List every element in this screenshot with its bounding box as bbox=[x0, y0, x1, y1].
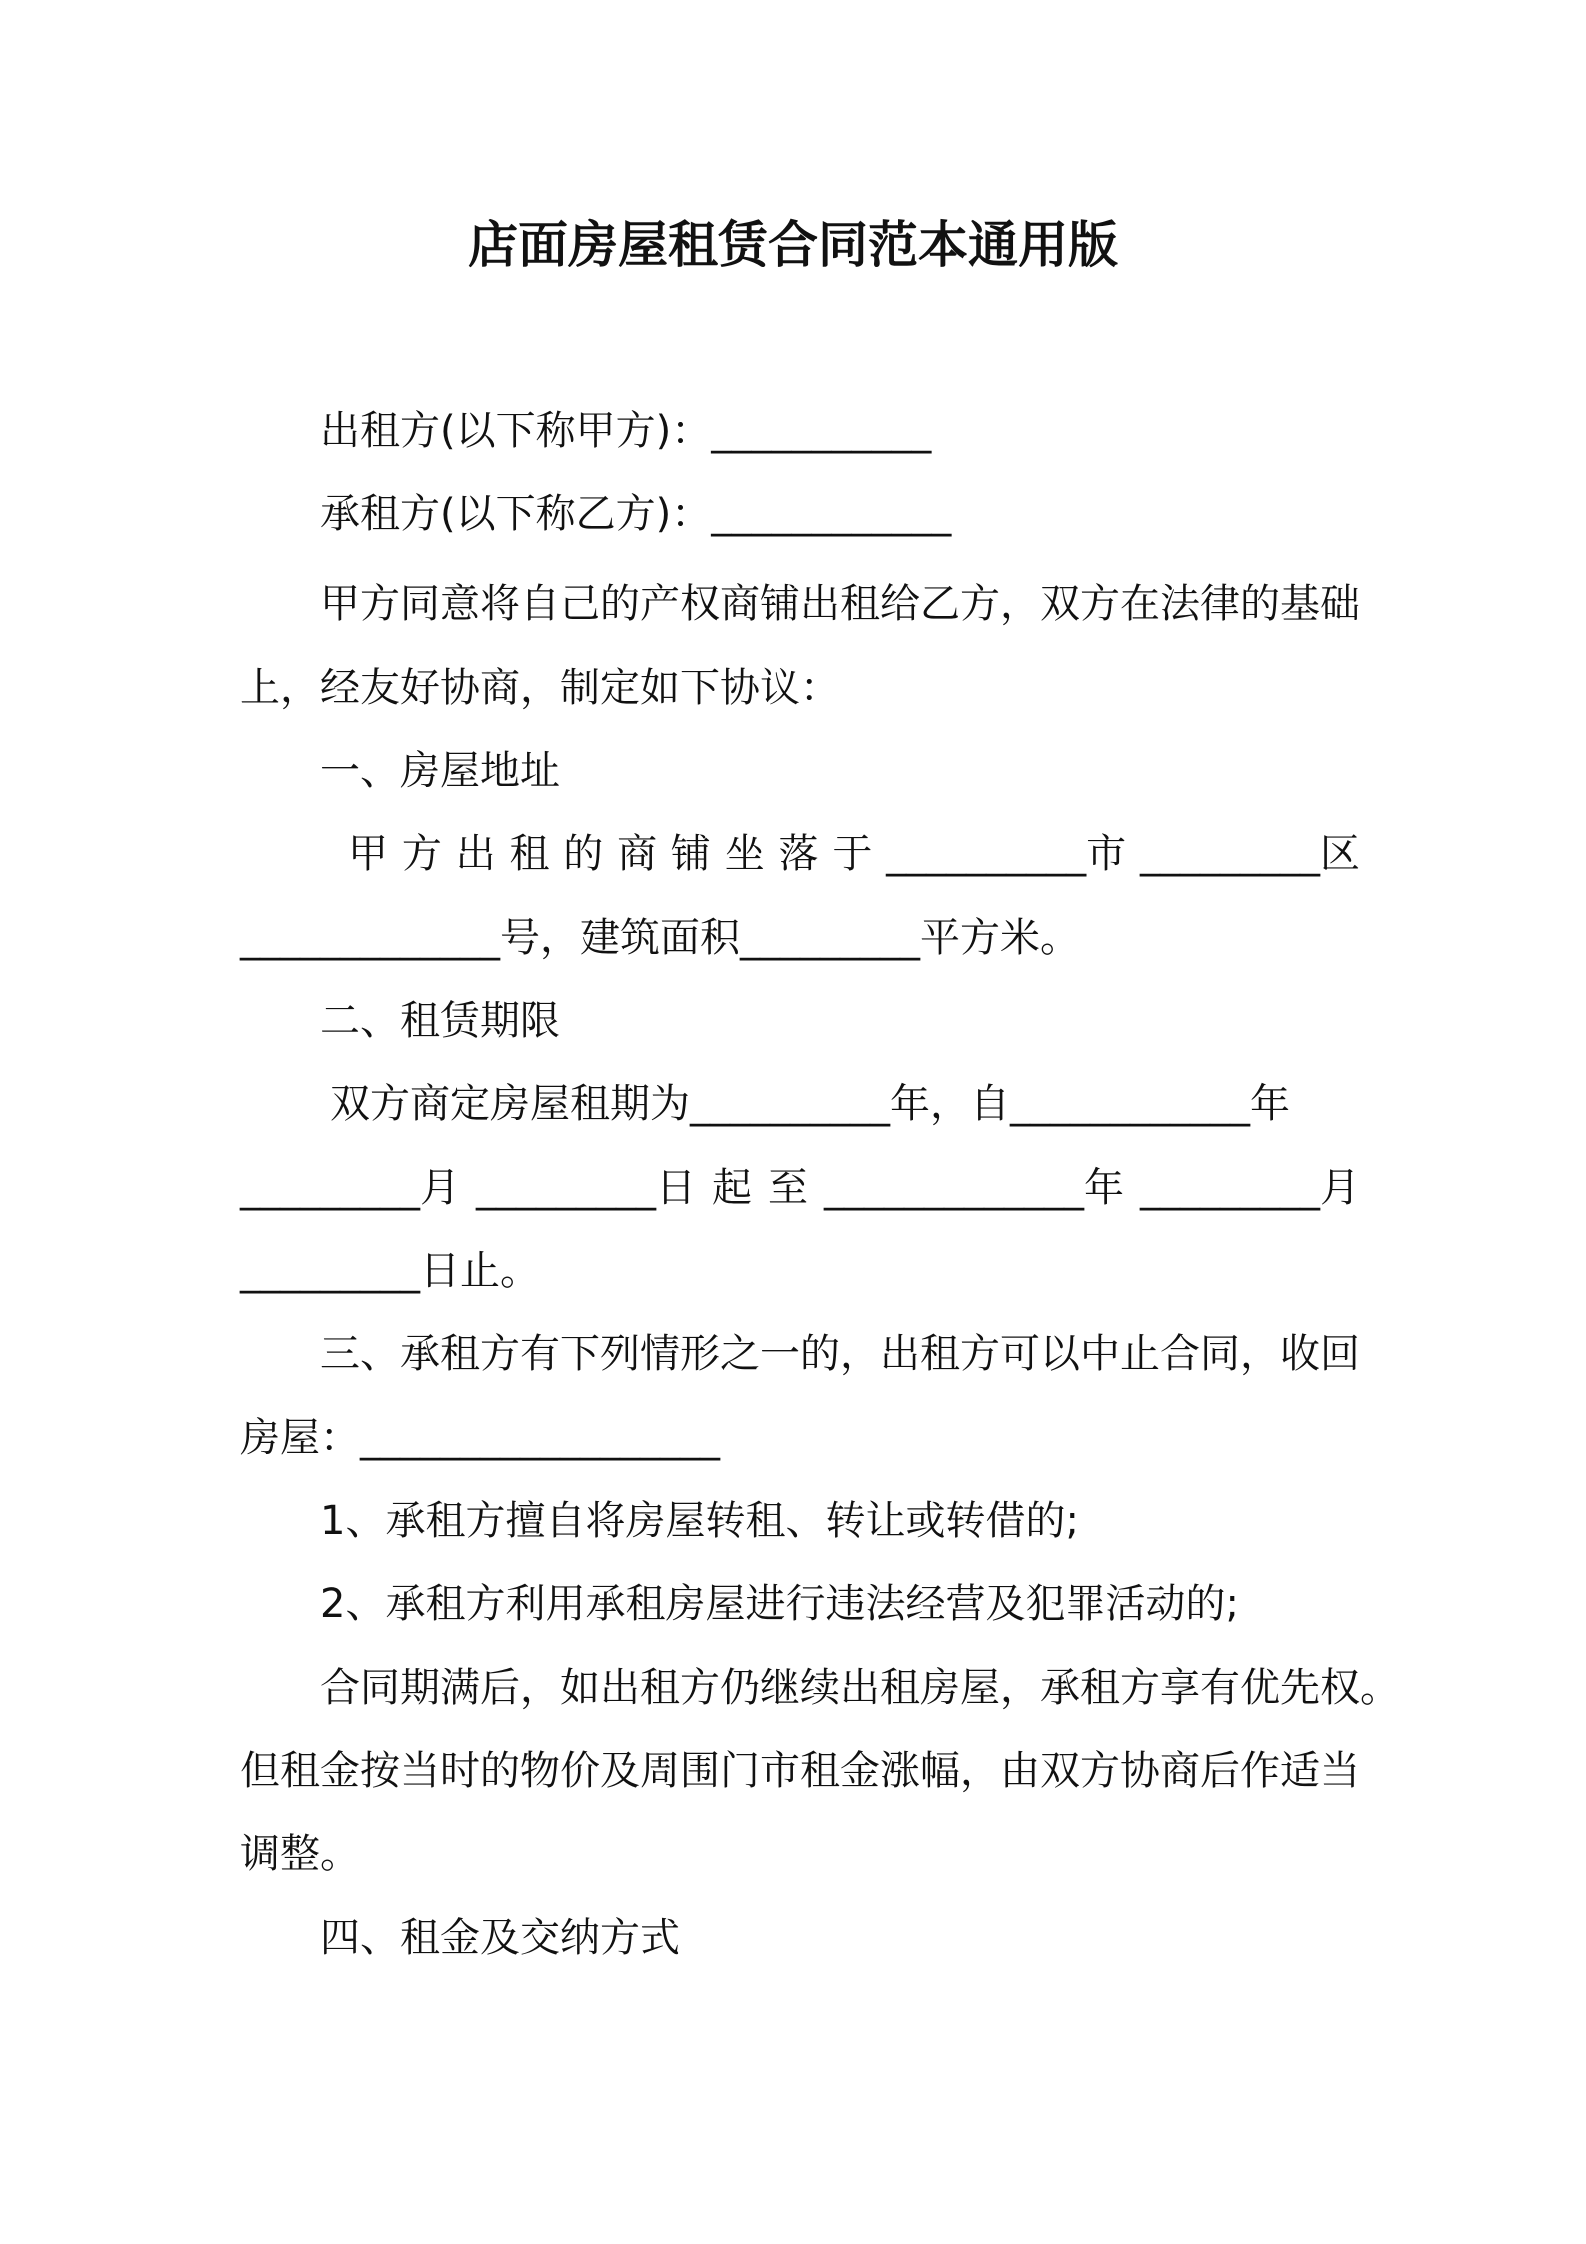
lessor-label: 出租方(以下称甲方)： bbox=[320, 408, 712, 454]
section4-heading: 四、租金及交纳方式 bbox=[320, 1915, 680, 1961]
address-word: 租 bbox=[509, 831, 550, 877]
section2-heading: 二、租赁期限 bbox=[320, 998, 560, 1044]
city-blank: __________市 bbox=[886, 831, 1127, 877]
renewal-line-3: 调整。 bbox=[240, 1831, 360, 1877]
district-blank: _________区 bbox=[1139, 831, 1360, 877]
term-word: 至 bbox=[768, 1165, 808, 1211]
address-word: 铺 bbox=[670, 831, 711, 877]
end-month-blank: _________月 bbox=[1140, 1165, 1360, 1211]
section3-heading-line-1: 三、承租方有下列情形之一的，出租方可以中止合同，收回 bbox=[320, 1331, 1360, 1377]
address-word: 的 bbox=[563, 831, 604, 877]
address-word: 落 bbox=[778, 831, 819, 877]
address-word: 商 bbox=[617, 831, 658, 877]
section2-term-line-1: 双方商定房屋租期为__________年，自____________年 bbox=[330, 1081, 1290, 1127]
address-word: 甲 bbox=[348, 831, 388, 877]
address-word: 坐 bbox=[724, 831, 765, 877]
address-word: 于 bbox=[832, 831, 873, 877]
intro-line-2: 上，经友好协商，制定如下协议： bbox=[240, 665, 840, 711]
address-word: 出 bbox=[455, 831, 496, 877]
term-word: 起 bbox=[712, 1165, 752, 1211]
renewal-line-2: 但租金按当时的物价及周围门市租金涨幅，由双方协商后作适当 bbox=[240, 1748, 1360, 1794]
lessee-label: 承租方(以下称乙方)： bbox=[320, 491, 712, 537]
section1-heading: 一、房屋地址 bbox=[320, 748, 560, 794]
lessor-blank: ___________ bbox=[711, 408, 932, 454]
end-year-blank: _____________年 bbox=[824, 1165, 1124, 1211]
section1-address-line-2: _____________号，建筑面积_________平方米。 bbox=[240, 915, 1080, 961]
intro-line-1: 甲方同意将自己的产权商铺出租给乙方，双方在法律的基础 bbox=[320, 581, 1360, 627]
renewal-line-1: 合同期满后，如出租方仍继续出租房屋，承租方享有优先权。 bbox=[320, 1665, 1400, 1711]
address-word: 方 bbox=[401, 831, 442, 877]
document-title: 店面房屋租赁合同范本通用版 bbox=[468, 216, 1118, 274]
lessor-line bbox=[320, 405, 931, 457]
day-blank: _________日 bbox=[476, 1165, 696, 1211]
section1-address-line-1 bbox=[348, 828, 1360, 880]
section2-term-line-2 bbox=[240, 1162, 1360, 1214]
section3-item-2: 2、承租方利用承租房屋进行违法经营及犯罪活动的; bbox=[320, 1581, 1239, 1627]
section3-item-1: 1、承租方擅自将房屋转租、转让或转借的; bbox=[320, 1498, 1079, 1544]
lessee-line bbox=[320, 488, 951, 540]
month-blank: _________月 bbox=[240, 1165, 460, 1211]
section3-heading-line-2: 房屋：__________________ bbox=[240, 1415, 720, 1461]
lessee-blank: ____________ bbox=[711, 491, 952, 537]
section2-term-line-3: _________日止。 bbox=[240, 1248, 540, 1294]
